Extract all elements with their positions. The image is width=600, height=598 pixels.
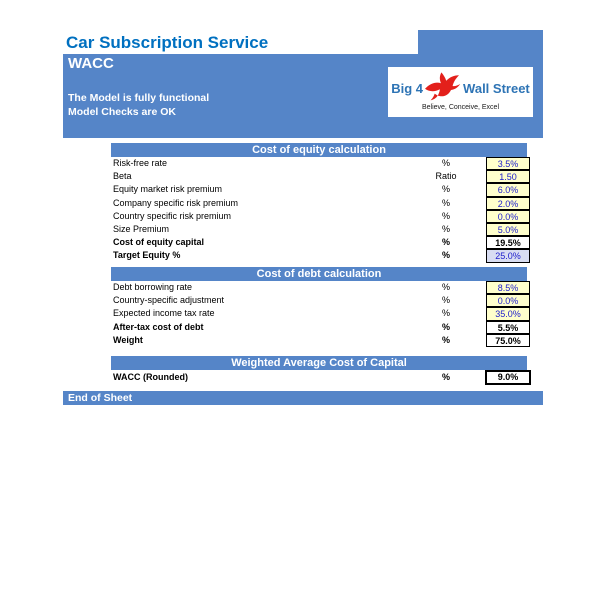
row-label: Beta bbox=[113, 171, 132, 182]
row-label: Company specific risk premium bbox=[113, 197, 239, 208]
row-label: Country specific risk premium bbox=[113, 210, 232, 221]
logo-text-wallstreet: Wall Street bbox=[463, 80, 530, 96]
row-label: Target Equity % bbox=[113, 250, 181, 261]
row-unit: % bbox=[441, 237, 450, 248]
page-title: Car Subscription Service bbox=[66, 33, 269, 52]
row-country-specific-risk-premium bbox=[111, 210, 531, 223]
row-unit: % bbox=[441, 223, 450, 234]
model-status-line2: Model Checks are OK bbox=[68, 106, 176, 118]
row-label: Country-specific adjustment bbox=[113, 295, 225, 306]
section-header-debt: Cost of debt calculation bbox=[111, 267, 527, 281]
section-cost-of-debt bbox=[111, 267, 531, 347]
row-unit: % bbox=[441, 184, 450, 195]
row-unit: % bbox=[441, 158, 450, 168]
calc-cell-weight: 75.0% bbox=[486, 334, 530, 347]
row-label: Debt borrowing rate bbox=[113, 282, 193, 292]
section-cost-of-equity bbox=[111, 143, 531, 263]
row-unit: % bbox=[441, 250, 450, 261]
calc-cell-after-tax-cost-of-debt: 5.5% bbox=[486, 321, 530, 334]
calc-cell-cost-of-equity-capital: 19.5% bbox=[486, 236, 530, 249]
sheet-title: WACC bbox=[68, 55, 114, 72]
row-country-specific-adjustment bbox=[111, 294, 531, 307]
row-after-tax-cost-of-debt bbox=[111, 321, 531, 334]
input-cell-equity-market-risk-premium[interactable]: 6.0% bbox=[486, 183, 530, 196]
calc-cell-wacc-rounded: 9.0% bbox=[485, 370, 531, 385]
row-label: Equity market risk premium bbox=[113, 184, 223, 195]
row-unit: Ratio bbox=[435, 171, 457, 182]
row-label: Risk-free rate bbox=[113, 158, 168, 168]
row-unit: % bbox=[441, 197, 450, 208]
eagle-icon bbox=[423, 70, 463, 102]
row-unit: % bbox=[441, 282, 450, 292]
row-label: WACC (Rounded) bbox=[113, 372, 188, 382]
row-label: After-tax cost of debt bbox=[113, 321, 204, 332]
logo-text-big4: Big 4 bbox=[391, 80, 424, 96]
row-debt-borrowing-rate bbox=[111, 281, 531, 294]
logo bbox=[388, 67, 533, 117]
section-header-equity: Cost of equity calculation bbox=[111, 143, 527, 157]
input-cell-country-specific-risk-premium[interactable]: 0.0% bbox=[486, 210, 530, 223]
section-header-wacc: Weighted Average Cost of Capital bbox=[111, 356, 527, 370]
input-cell-debt-borrowing-rate[interactable]: 8.5% bbox=[486, 281, 530, 294]
input-cell-company-specific-risk-premium[interactable]: 2.0% bbox=[486, 197, 530, 210]
row-target-equity bbox=[111, 249, 531, 262]
input-cell-target-equity[interactable]: 25.0% bbox=[486, 249, 530, 262]
row-unit: % bbox=[441, 210, 450, 221]
input-cell-risk-free-rate[interactable]: 3.5% bbox=[486, 157, 530, 170]
input-cell-beta[interactable]: 1.50 bbox=[486, 170, 530, 183]
row-unit: % bbox=[441, 295, 450, 306]
row-label: Weight bbox=[113, 334, 143, 345]
row-weight bbox=[111, 334, 531, 347]
logo-tagline: Believe, Conceive, Excel bbox=[421, 104, 500, 111]
logo-row bbox=[391, 73, 530, 103]
input-cell-size-premium[interactable]: 5.0% bbox=[486, 223, 530, 236]
model-status bbox=[68, 91, 209, 119]
row-size-premium bbox=[111, 223, 531, 236]
model-status-line1: The Model is fully functional bbox=[68, 92, 210, 104]
row-label: Expected income tax rate bbox=[113, 308, 215, 319]
row-unit: % bbox=[441, 308, 450, 319]
input-cell-country-specific-adjustment[interactable]: 0.0% bbox=[486, 294, 530, 307]
end-of-sheet-bar: End of Sheet bbox=[63, 391, 543, 405]
row-cost-of-equity-capital bbox=[111, 236, 531, 249]
row-equity-market-risk-premium bbox=[111, 183, 531, 196]
row-beta bbox=[111, 170, 531, 183]
row-wacc-rounded bbox=[111, 370, 531, 385]
row-label: Cost of equity capital bbox=[113, 237, 205, 248]
input-cell-expected-income-tax-rate[interactable]: 35.0% bbox=[486, 307, 530, 320]
row-expected-income-tax-rate bbox=[111, 307, 531, 320]
row-unit: % bbox=[441, 334, 450, 345]
section-wacc bbox=[111, 356, 531, 385]
row-unit: % bbox=[441, 372, 450, 382]
row-company-specific-risk-premium bbox=[111, 197, 531, 210]
row-risk-free-rate bbox=[111, 157, 531, 170]
header-banner bbox=[63, 54, 543, 138]
banner-tab bbox=[418, 30, 543, 56]
row-unit: % bbox=[441, 321, 450, 332]
row-label: Size Premium bbox=[113, 223, 170, 234]
